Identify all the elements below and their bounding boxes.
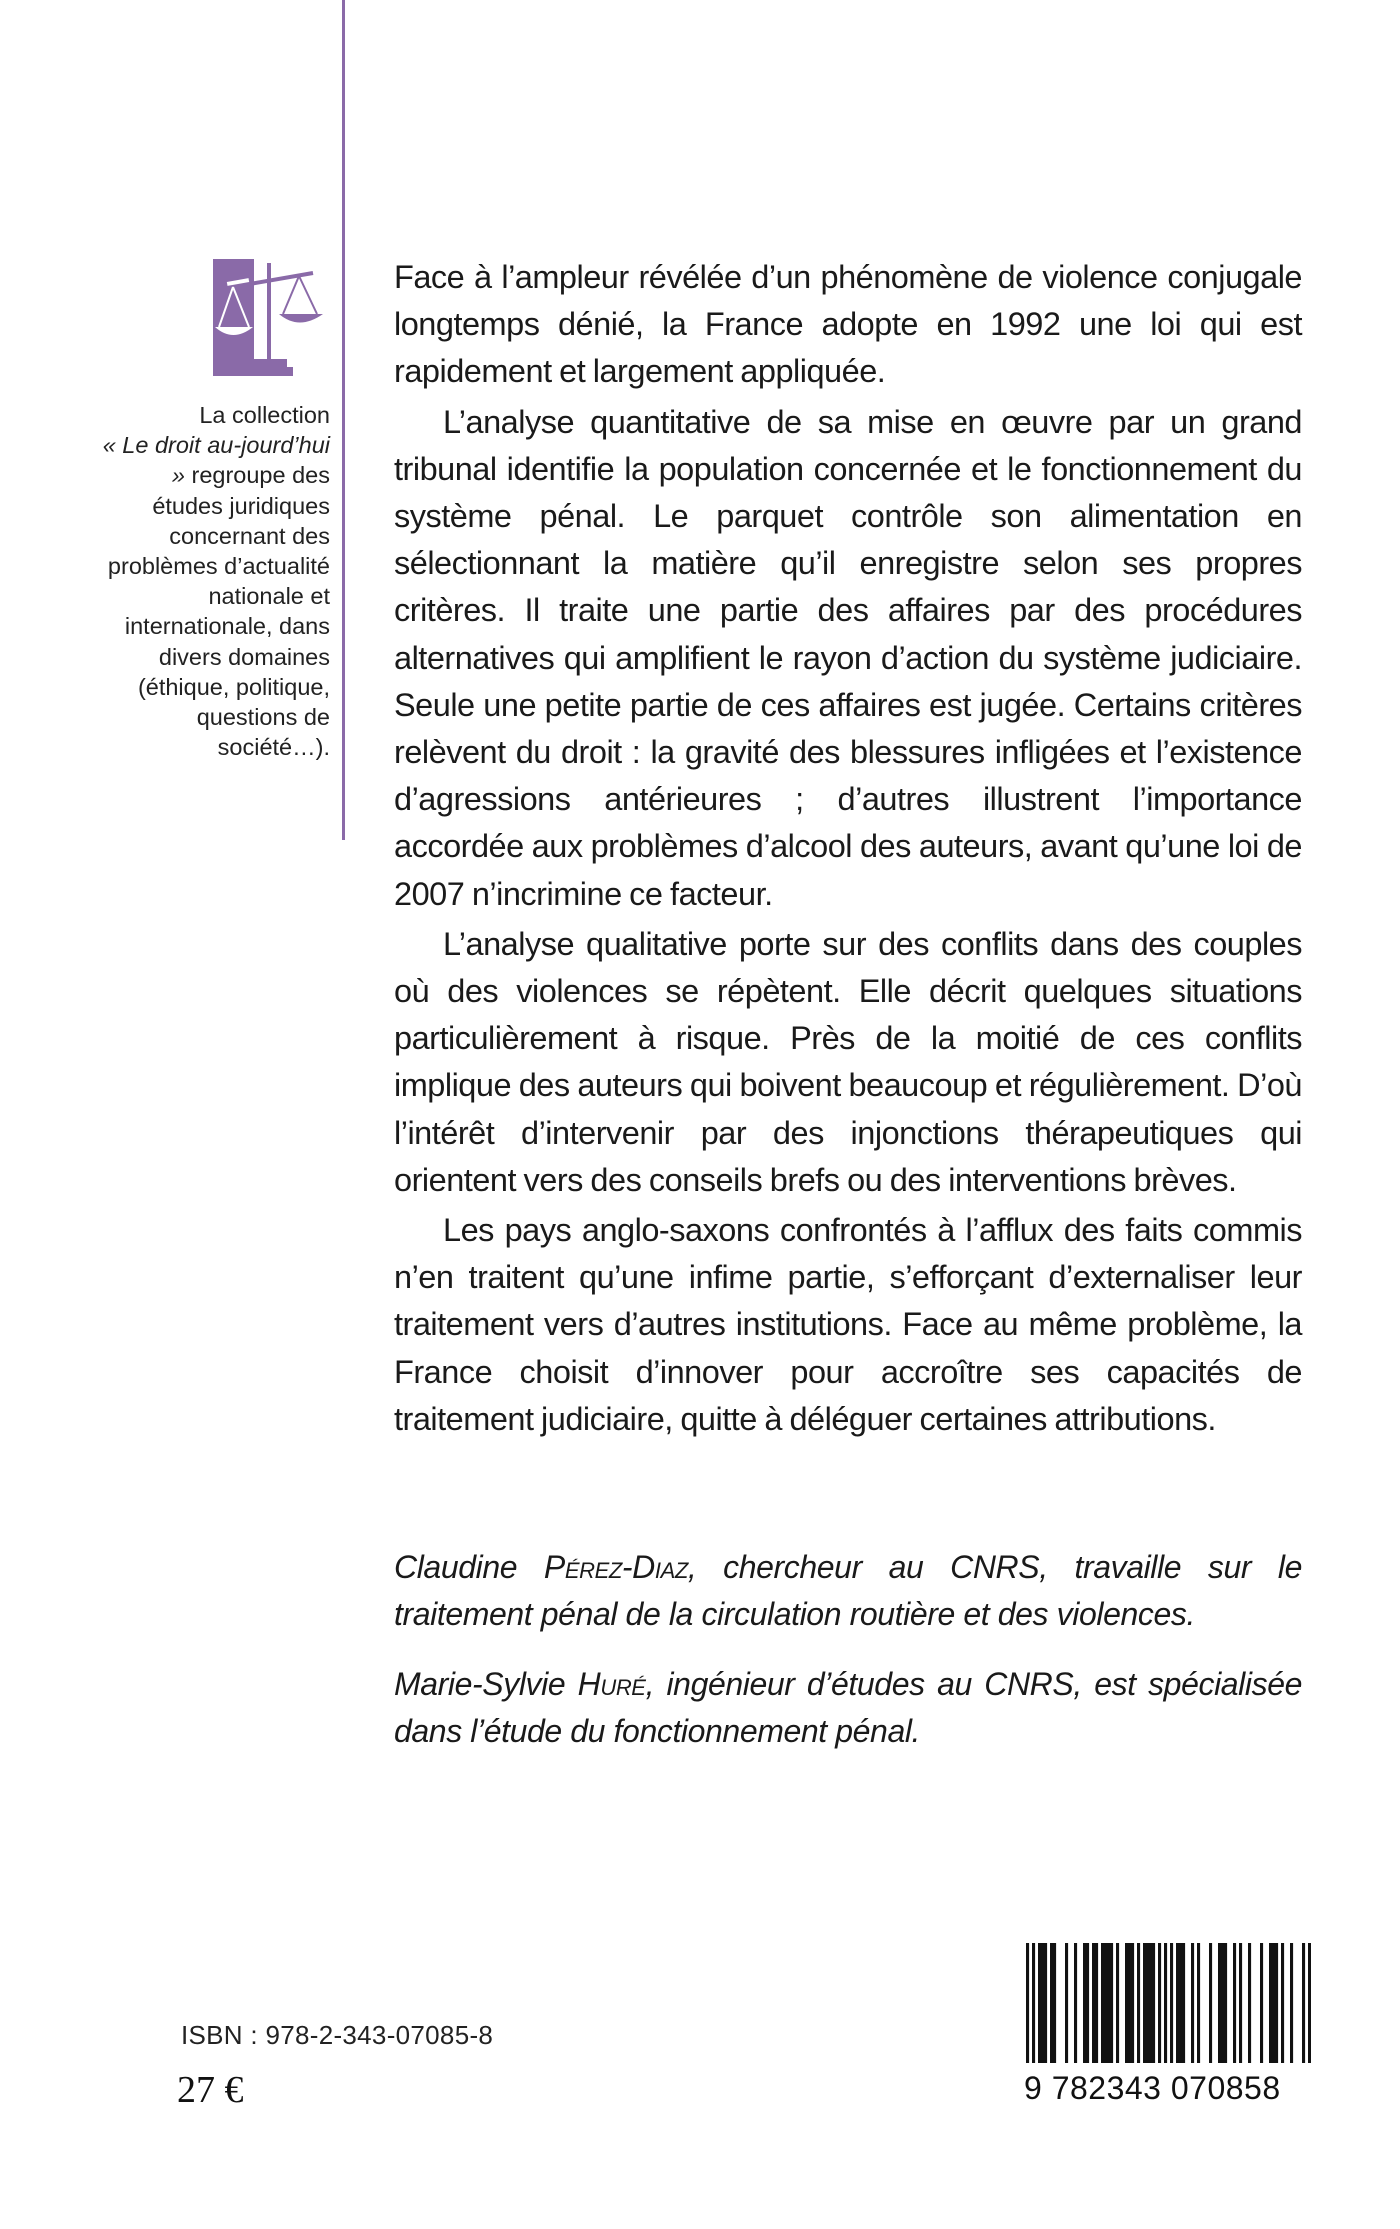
barcode-bar xyxy=(1221,1943,1224,2063)
barcode-bar xyxy=(1281,1943,1284,2063)
barcode-bar xyxy=(1224,1943,1227,2063)
author-last-name: Pérez-Diaz xyxy=(543,1549,688,1585)
barcode-bar xyxy=(1032,1943,1035,2063)
blurb-paragraph: L’analyse qualitative porte sur des conflits dans des couples où des violences se répètent. Elle décrit quelques situations particulièrement à risque. Près de la moitié de ces conflits implique des auteurs qui boivent beaucoup et régulièrement. D’où l’intérêt d’intervenir par des injonctions thérapeutiques qui orientent vers des conseils brefs ou des interventions brèves. xyxy=(394,925,1302,1198)
barcode-bar xyxy=(1128,1943,1131,2063)
author-last-name: Huré xyxy=(577,1666,646,1702)
author-first-name: Marie-Sylvie xyxy=(394,1666,578,1702)
barcode-bar xyxy=(1182,1943,1185,2063)
barcode-bar xyxy=(1143,1943,1146,2063)
blurb-paragraph: Les pays anglo-saxons confrontés à l’afflux des faits commis n’en traitent qu’une infime partie, s’efforçant d’externaliser leur traitement vers d’autres institutions. Face au même problème, la France choisit d’innover pour accroître ses capacités de traitement judiciaire, quitte à déléguer certaines attributions. xyxy=(394,1212,1302,1437)
author-description: , chercheur au CNRS, travaille sur le traitement pénal de la circulation routière et des violences. xyxy=(394,1549,1302,1632)
barcode-bar xyxy=(1275,1943,1278,2063)
barcode-bar xyxy=(1239,1943,1242,2063)
collection-intro: La collection xyxy=(199,402,330,428)
barcode-bar xyxy=(1260,1943,1263,2063)
barcode-bar xyxy=(1269,1943,1272,2063)
barcode-bar xyxy=(1110,1943,1113,2063)
author-bios xyxy=(394,1544,1302,1778)
barcode-bar xyxy=(1146,1943,1149,2063)
blurb-paragraph: Face à l’ampleur révélée d’un phénomène de violence conjugale longtemps dénié, la France adopte en 1992 une loi qui est rapidement et largement appliquée. xyxy=(394,259,1302,390)
barcode-bar xyxy=(1308,1943,1311,2063)
price: 27 € xyxy=(177,2069,244,2111)
collection-name: « Le droit au-jourd’hui » xyxy=(102,432,330,489)
barcode-bar xyxy=(1125,1943,1128,2063)
barcode-bar xyxy=(1170,1943,1173,2063)
barcode-bar xyxy=(1065,1943,1068,2063)
author-description: , ingénieur d’études au CNRS, est spécialisée dans l’étude du fonctionnement pénal. xyxy=(394,1666,1302,1749)
barcode-bar xyxy=(1074,1943,1077,2063)
barcode-bar xyxy=(1083,1943,1086,2063)
scales-of-justice-icon xyxy=(213,259,330,376)
author-first-name: Claudine xyxy=(394,1549,544,1585)
isbn: ISBN : 978-2-343-07085-8 xyxy=(181,2020,494,2050)
barcode-bar xyxy=(1107,1943,1110,2063)
barcode-bar xyxy=(1176,1943,1179,2063)
barcode-bar xyxy=(1248,1943,1251,2063)
back-cover-blurb xyxy=(394,254,1302,1446)
author-bio xyxy=(394,1544,1302,1638)
barcode-bar xyxy=(1050,1943,1053,2063)
barcode-bar xyxy=(1197,1943,1200,2063)
barcode-bar xyxy=(1290,1943,1293,2063)
barcode-bar xyxy=(1095,1943,1098,2063)
barcode-bar xyxy=(1038,1943,1041,2063)
barcode-bar xyxy=(1137,1943,1140,2063)
barcode-bar xyxy=(1116,1943,1119,2063)
collection-summary: regroupe des études juridiques concernant des problèmes d’actualité nationale et internationale, dans divers domaines (éthique, politique, questions de société…). xyxy=(107,462,330,761)
barcode-bar xyxy=(1302,1943,1305,2063)
collection-divider-line xyxy=(342,0,345,840)
blurb-paragraph: L’analyse quantitative de sa mise en œuvre par un grand tribunal identifie la population concernée et le fonctionnement du système pénal. Le parquet contrôle son alimentation en sélectionnant la matière qu’il enregistre selon ses propres critères. Il traite une partie des affaires par des procédures alternatives qui amplifient le rayon d’action du système judiciaire. Seule une petite partie de ces affaires est jugée. Certains critères relèvent du droit : la gravité des blessures infligées et l’existence d’agressions antérieures ; d’autres illustrent l’importance accordée aux problèmes d’alcool des auteurs, avant qu’une loi de 2007 n’incrimine ce facteur. xyxy=(394,403,1302,912)
barcode-bar xyxy=(1272,1943,1275,2063)
barcode-bar xyxy=(1209,1943,1212,2063)
barcode-bar xyxy=(1026,1943,1029,2063)
barcode-bar xyxy=(1233,1943,1236,2063)
barcode-bar xyxy=(1101,1943,1104,2063)
author-bio xyxy=(394,1661,1302,1755)
barcode-bar xyxy=(1158,1943,1161,2063)
barcode-icon xyxy=(1026,1943,1311,2063)
barcode-bar xyxy=(1191,1943,1194,2063)
barcode-bar xyxy=(1179,1943,1182,2063)
barcode-bar xyxy=(1086,1943,1089,2063)
barcode-bar xyxy=(1218,1943,1221,2063)
barcode-bar xyxy=(1164,1943,1167,2063)
barcode-bar xyxy=(1149,1943,1152,2063)
barcode-bar xyxy=(1053,1943,1056,2063)
collection-description xyxy=(100,400,330,762)
barcode-bar xyxy=(1152,1943,1155,2063)
barcode-bar xyxy=(1104,1943,1107,2063)
barcode-bar xyxy=(1044,1943,1047,2063)
barcode-number: 9 782343 070858 xyxy=(1024,2070,1281,2106)
barcode-bar xyxy=(1041,1943,1044,2063)
barcode-bar xyxy=(1131,1943,1134,2063)
barcode-bar xyxy=(1092,1943,1095,2063)
